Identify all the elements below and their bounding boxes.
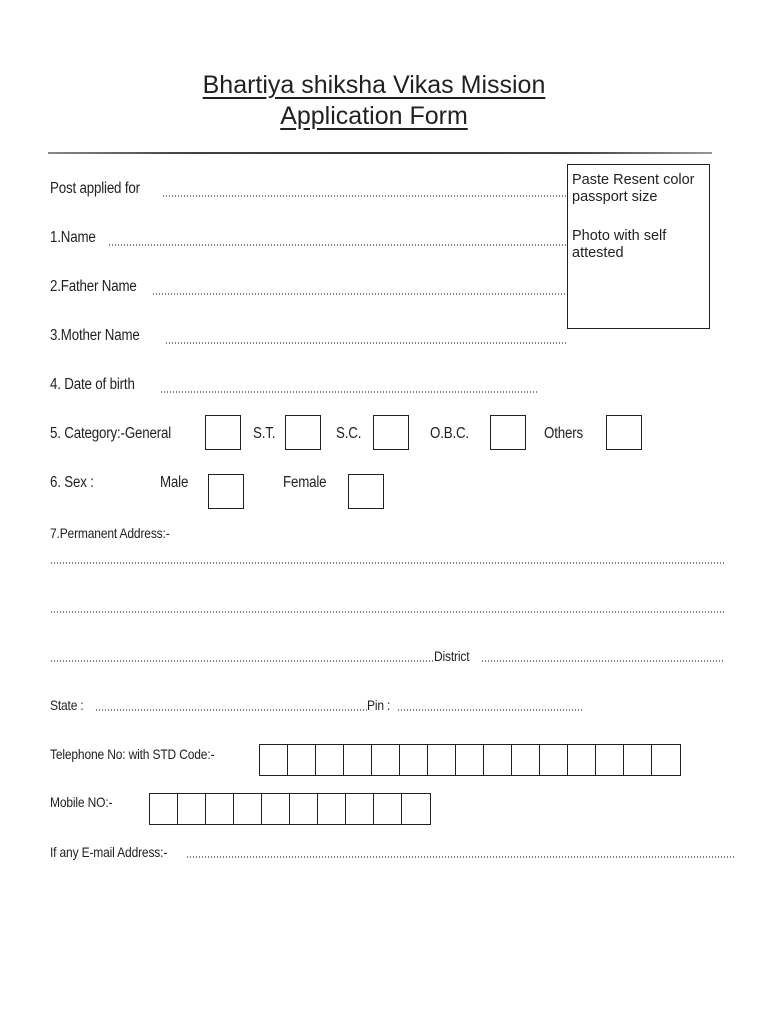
form-title-line1: Bhartiya shiksha Vikas Mission [202,71,546,99]
telephone-digit-cell[interactable] [260,745,288,775]
mobile-label: Mobile NO:- [50,794,113,810]
mobile-digit-cell[interactable] [206,794,234,824]
pin-label: Pin : [367,697,391,713]
telephone-digit-cell[interactable] [316,745,344,775]
mobile-digit-cell[interactable] [150,794,178,824]
category-sc-checkbox[interactable] [373,415,409,450]
district-label: District [434,648,470,664]
state-field[interactable] [95,709,367,711]
telephone-label: Telephone No: with STD Code:- [50,746,215,762]
category-st-label: S.T. [253,425,276,442]
telephone-digit-cell[interactable] [540,745,568,775]
mobile-digit-grid[interactable] [149,793,431,825]
category-obc-checkbox[interactable] [490,415,526,450]
form-title-line2: Application Form [280,102,468,130]
telephone-digit-grid[interactable] [259,744,681,776]
category-others-label: Others [544,425,583,442]
telephone-digit-cell[interactable] [624,745,652,775]
photo-instruction-2: Photo with self attested [572,228,667,261]
mother-name-label: 3.Mother Name [50,327,140,344]
father-name-label: 2.Father Name [50,278,137,295]
sex-label: 6. Sex : [50,474,94,491]
dob-label: 4. Date of birth [50,376,135,393]
sex-male-checkbox[interactable] [208,474,244,509]
post-applied-field[interactable] [162,195,567,197]
telephone-digit-cell[interactable] [512,745,540,775]
post-applied-label: Post applied for [50,180,140,197]
mother-name-field[interactable] [165,342,568,344]
mobile-digit-cell[interactable] [402,794,430,824]
district-field[interactable] [481,660,724,662]
state-label: State : [50,697,84,713]
email-label: If any E-mail Address:- [50,844,168,860]
email-field[interactable] [186,856,735,858]
sex-female-checkbox[interactable] [348,474,384,509]
address-line-1[interactable] [50,562,724,564]
category-general-checkbox[interactable] [205,415,241,450]
mobile-digit-cell[interactable] [234,794,262,824]
father-name-field[interactable] [152,293,567,295]
telephone-digit-cell[interactable] [344,745,372,775]
telephone-digit-cell[interactable] [428,745,456,775]
category-label: 5. Category:-General [50,425,172,442]
category-sc-label: S.C. [336,425,362,442]
mobile-digit-cell[interactable] [346,794,374,824]
mobile-digit-cell[interactable] [318,794,346,824]
address-line-2[interactable] [50,611,724,613]
dob-field[interactable] [160,391,538,393]
telephone-digit-cell[interactable] [288,745,316,775]
address-line-3[interactable] [50,660,434,662]
name-label: 1.Name [50,229,96,246]
telephone-digit-cell[interactable] [484,745,512,775]
category-st-checkbox[interactable] [285,415,321,450]
pin-field[interactable] [397,709,583,711]
sex-female-label: Female [283,474,327,491]
mobile-digit-cell[interactable] [178,794,206,824]
name-field[interactable] [108,244,567,246]
telephone-digit-cell[interactable] [652,745,680,775]
telephone-digit-cell[interactable] [400,745,428,775]
mobile-digit-cell[interactable] [374,794,402,824]
mobile-digit-cell[interactable] [262,794,290,824]
telephone-digit-cell[interactable] [456,745,484,775]
header-divider [48,152,712,154]
mobile-digit-cell[interactable] [290,794,318,824]
photo-instruction-1: Paste Resent color passport size [572,172,695,205]
address-label: 7.Permanent Address:- [50,525,170,541]
telephone-digit-cell[interactable] [372,745,400,775]
category-others-checkbox[interactable] [606,415,642,450]
telephone-digit-cell[interactable] [568,745,596,775]
photo-box [567,164,710,329]
category-obc-label: O.B.C. [430,425,469,442]
sex-male-label: Male [160,474,189,491]
telephone-digit-cell[interactable] [596,745,624,775]
